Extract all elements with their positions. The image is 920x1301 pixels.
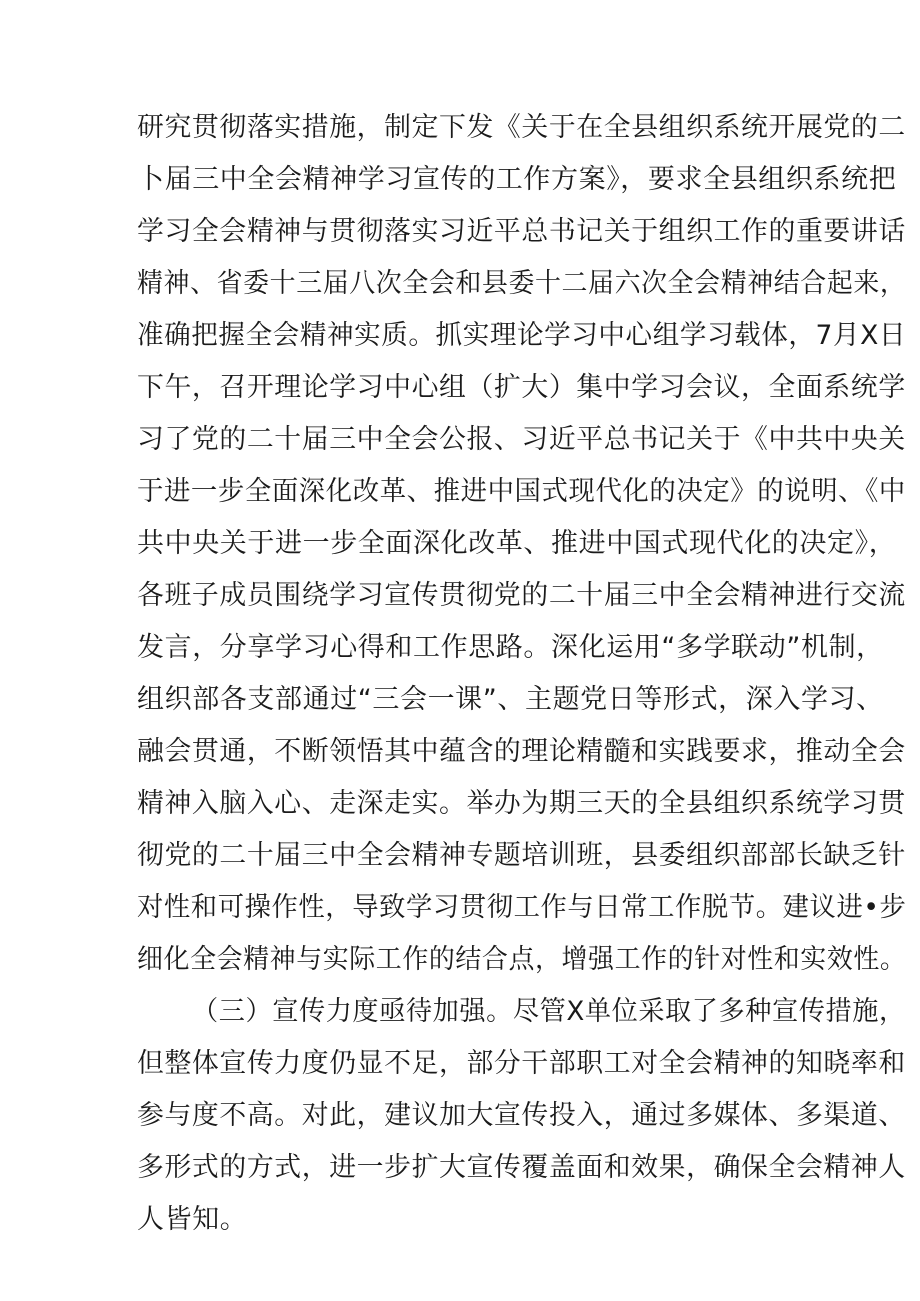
text-line-10: 各班子成员围绕学习宣传贯彻党的二十届三中全会精神进行交流: [137, 580, 906, 611]
text-line-20: 参与度不高。对此，建议加大宣传投入，通过多媒体、多渠道、: [137, 1100, 906, 1131]
text-line-21: 多形式的方式，进一步扩大宣传覆盖面和效果，确保全会精神人: [137, 1152, 906, 1183]
text-line-19: 但整体宣传力度仍显不足，部分干部职工对全会精神的知晓率和: [137, 1048, 906, 1079]
text-line-4: 精神、省委十三届八次全会和县委十二届六次全会精神结合起来，: [137, 268, 907, 299]
text-line-3: 学习全会精神与贯彻落实习近平总书记关于组织工作的重要讲话: [137, 216, 906, 247]
text-line-15: 彻党的二十届三中全会精神专题培训班，县委组织部部长缺乏针: [137, 840, 906, 871]
section-heading-line: （三）宣传力度亟待加强。尽管X单位采取了多种宣传措施，: [192, 996, 906, 1027]
text-line-8: 于进一步全面深化改革、推进中国式现代化的决定》的说明、《中: [137, 476, 906, 507]
text-line-12: 组织部各支部通过“三会一课”、主题党日等形式，深入学习、: [137, 684, 884, 715]
text-line-22: 人皆知。: [137, 1204, 248, 1235]
text-line-5: 准确把握全会精神实质。抓实理论学习中心组学习载体，7月X日: [137, 320, 907, 351]
text-line-7: 习了党的二十届三中全会公报、习近平总书记关于《中共中央关: [137, 424, 906, 455]
text-line-16: 对性和可操作性，导致学习贯彻工作与日常工作脱节。建议进•步: [137, 892, 907, 923]
text-line-14: 精神入脑入心、走深走实。举办为期三天的全县组织系统学习贯: [137, 788, 906, 819]
text-line-2: 卜届三中全会精神学习宣传的工作方案》，要求全县组织系统把: [137, 164, 897, 195]
text-line-9: 共中央关于进一步全面深化改革、推进中国式现代化的决定》，: [137, 528, 897, 559]
text-line-11: 发言，分享学习心得和工作思路。深化运用“多学联动”机制，: [137, 632, 884, 663]
text-line-13: 融会贯通，不断领悟其中蕴含的理论精髓和实践要求，推动全会: [137, 736, 906, 767]
text-line-17: 细化全会精神与实际工作的结合点，增强工作的针对性和实效性。: [137, 944, 907, 975]
text-line-6: 下午，召开理论学习中心组（扩大）集中学习会议，全面系统学: [137, 372, 906, 403]
text-line-1: 研究贯彻落实措施，制定下发《关于在全县组织系统开展党的二: [137, 112, 906, 143]
